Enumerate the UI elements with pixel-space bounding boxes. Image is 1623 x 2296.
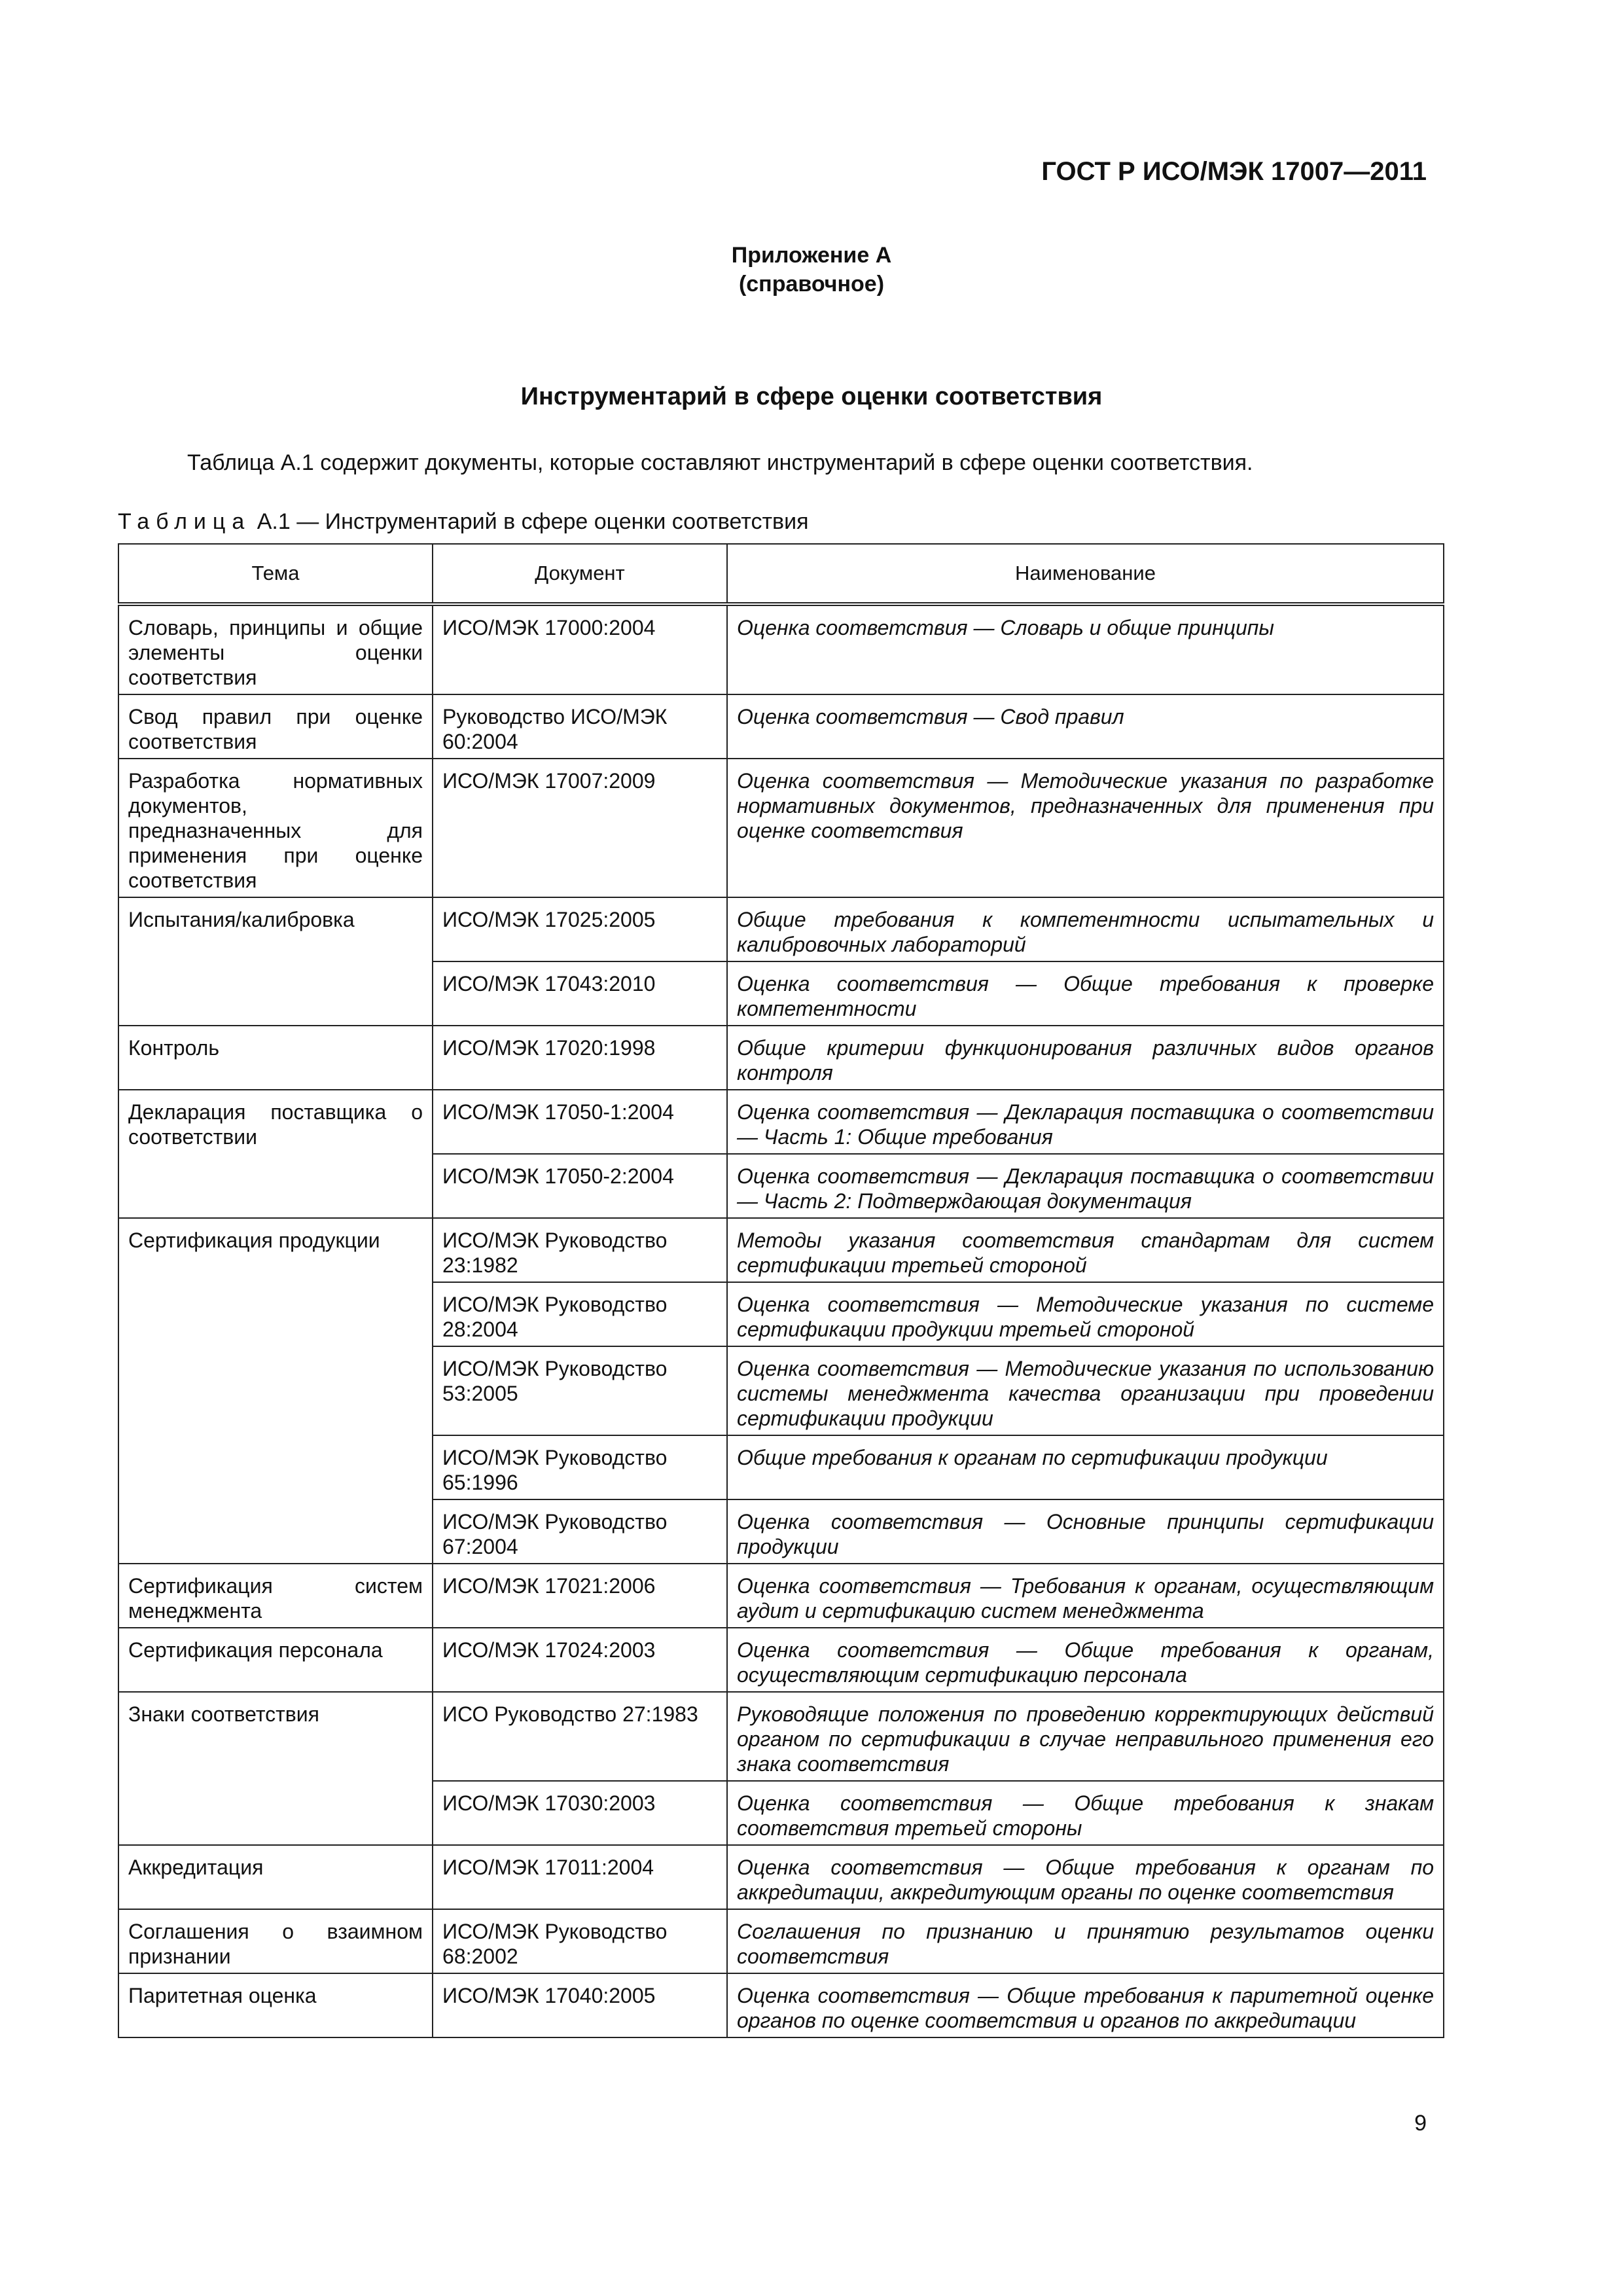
cell-document: ИСО/МЭК 17000:2004 [433,604,727,694]
header-document: Документ [433,544,727,604]
cell-topic: Испытания/калибровка [118,897,433,1026]
header-topic: Тема [118,544,433,604]
cell-topic: Разработка нормативных документов, предназначенных для применения при оценке соответствия [118,759,433,897]
cell-document: Руководство ИСО/МЭК 60:2004 [433,694,727,759]
cell-topic: Аккредитация [118,1845,433,1909]
cell-name: Оценка соответствия — Декларация поставщика о соответствии — Часть 1: Общие требования [727,1090,1444,1154]
annex-subtitle: (справочное) [738,272,885,296]
table-caption-text: А.1 — Инструментарий в сфере оценки соответствия [251,509,809,534]
cell-name: Общие требования к органам по сертификации продукции [727,1435,1444,1499]
header-name: Наименование [727,544,1444,604]
cell-topic: Словарь, принципы и общие элементы оценки соответствия [118,604,433,694]
cell-topic: Декларация поставщика о соответствии [118,1090,433,1218]
cell-name: Оценка соответствия — Общие требования к органам по аккредитации, аккредитующим органы по оценке соответствия [727,1845,1444,1909]
table-row [118,897,1444,961]
table-header-row [118,544,1444,604]
cell-topic: Паритетная оценка [118,1973,433,2037]
cell-topic: Свод правил при оценке соответствия [118,694,433,759]
intro-paragraph: Таблица А.1 содержит документы, которые составляют инструментарий в сфере оценки соответствия. [187,450,1253,475]
table-row [118,759,1444,897]
standard-designation: ГОСТ Р ИСО/МЭК 17007—2011 [1041,157,1427,186]
cell-document: ИСО/МЭК 17043:2010 [433,961,727,1026]
cell-document: ИСО/МЭК 17050-1:2004 [433,1090,727,1154]
cell-name: Методы указания соответствия стандартам для систем сертификации третьей стороной [727,1218,1444,1282]
page-number: 9 [1414,2111,1427,2136]
cell-name: Оценка соответствия — Общие требования к проверке компетентности [727,961,1444,1026]
cell-name: Оценка соответствия — Методические указания по использованию системы менеджмента качества организации при проведении сертификации продукции [727,1346,1444,1435]
cell-document: ИСО/МЭК Руководство 23:1982 [433,1218,727,1282]
cell-document: ИСО/МЭК Руководство 67:2004 [433,1499,727,1564]
cell-name: Руководящие положения по проведению корректирующих действий органом по сертификации в случае неправильного применения его знака соответствия [727,1692,1444,1781]
table-row [118,1026,1444,1090]
table-row [118,1973,1444,2037]
cell-document: ИСО/МЭК 17007:2009 [433,759,727,897]
cell-document: ИСО/МЭК 17040:2005 [433,1973,727,2037]
cell-document: ИСО/МЭК Руководство 53:2005 [433,1346,727,1435]
cell-name: Оценка соответствия — Общие требования к знакам соответствия третьей стороны [727,1781,1444,1845]
cell-name: Оценка соответствия — Общие требования к паритетной оценке органов по оценке соответствия и органов по аккредитации [727,1973,1444,2037]
table-caption-label: Таблица [118,509,251,534]
table-row [118,604,1444,694]
cell-document: ИСО Руководство 27:1983 [433,1692,727,1781]
cell-topic: Сертификация систем менеджмента [118,1564,433,1628]
cell-name: Общие критерии функционирования различных видов органов контроля [727,1026,1444,1090]
table-row [118,1090,1444,1154]
cell-document: ИСО/МЭК 17030:2003 [433,1781,727,1845]
cell-document: ИСО/МЭК 17050-2:2004 [433,1154,727,1218]
cell-name: Оценка соответствия — Методические указания по системе сертификации продукции третьей стороной [727,1282,1444,1346]
cell-topic: Сертификация продукции [118,1218,433,1564]
cell-document: ИСО/МЭК 17021:2006 [433,1564,727,1628]
cell-topic: Сертификация персонала [118,1628,433,1692]
table-caption [118,509,809,535]
cell-document: ИСО/МЭК Руководство 65:1996 [433,1435,727,1499]
cell-name: Оценка соответствия — Свод правил [727,694,1444,759]
section-title: Инструментарий в сфере оценки соответствия [520,383,1103,410]
cell-topic: Знаки соответствия [118,1692,433,1845]
table-row [118,1218,1444,1282]
cell-name: Соглашения по признанию и принятию результатов оценки соответствия [727,1909,1444,1973]
cell-document: ИСО/МЭК Руководство 28:2004 [433,1282,727,1346]
table-row [118,1692,1444,1781]
cell-name: Оценка соответствия — Основные принципы сертификации продукции [727,1499,1444,1564]
table-body [118,604,1444,2037]
cell-name: Общие требования к компетентности испытательных и калибровочных лабораторий [727,897,1444,961]
cell-document: ИСО/МЭК 17020:1998 [433,1026,727,1090]
table-row [118,694,1444,759]
table-row [118,1845,1444,1909]
cell-name: Оценка соответствия — Требования к органам, осуществляющим аудит и сертификацию систем менеджмента [727,1564,1444,1628]
annex-title: Приложение А [731,243,892,268]
cell-document: ИСО/МЭК 17011:2004 [433,1845,727,1909]
conformity-toolbox-table [118,543,1444,2038]
cell-document: ИСО/МЭК 17024:2003 [433,1628,727,1692]
cell-name: Оценка соответствия — Словарь и общие принципы [727,604,1444,694]
cell-name: Оценка соответствия — Декларация поставщика о соответствии — Часть 2: Подтверждающая документация [727,1154,1444,1218]
table-row [118,1909,1444,1973]
cell-name: Оценка соответствия — Общие требования к органам, осуществляющим сертификацию персонала [727,1628,1444,1692]
cell-document: ИСО/МЭК Руководство 68:2002 [433,1909,727,1973]
cell-name: Оценка соответствия — Методические указания по разработке нормативных документов, предназначенных для применения при оценке соответствия [727,759,1444,897]
table-row [118,1564,1444,1628]
cell-document: ИСО/МЭК 17025:2005 [433,897,727,961]
cell-topic: Контроль [118,1026,433,1090]
annex-heading [0,241,1623,298]
table-row [118,1628,1444,1692]
cell-topic: Соглашения о взаимном признании [118,1909,433,1973]
